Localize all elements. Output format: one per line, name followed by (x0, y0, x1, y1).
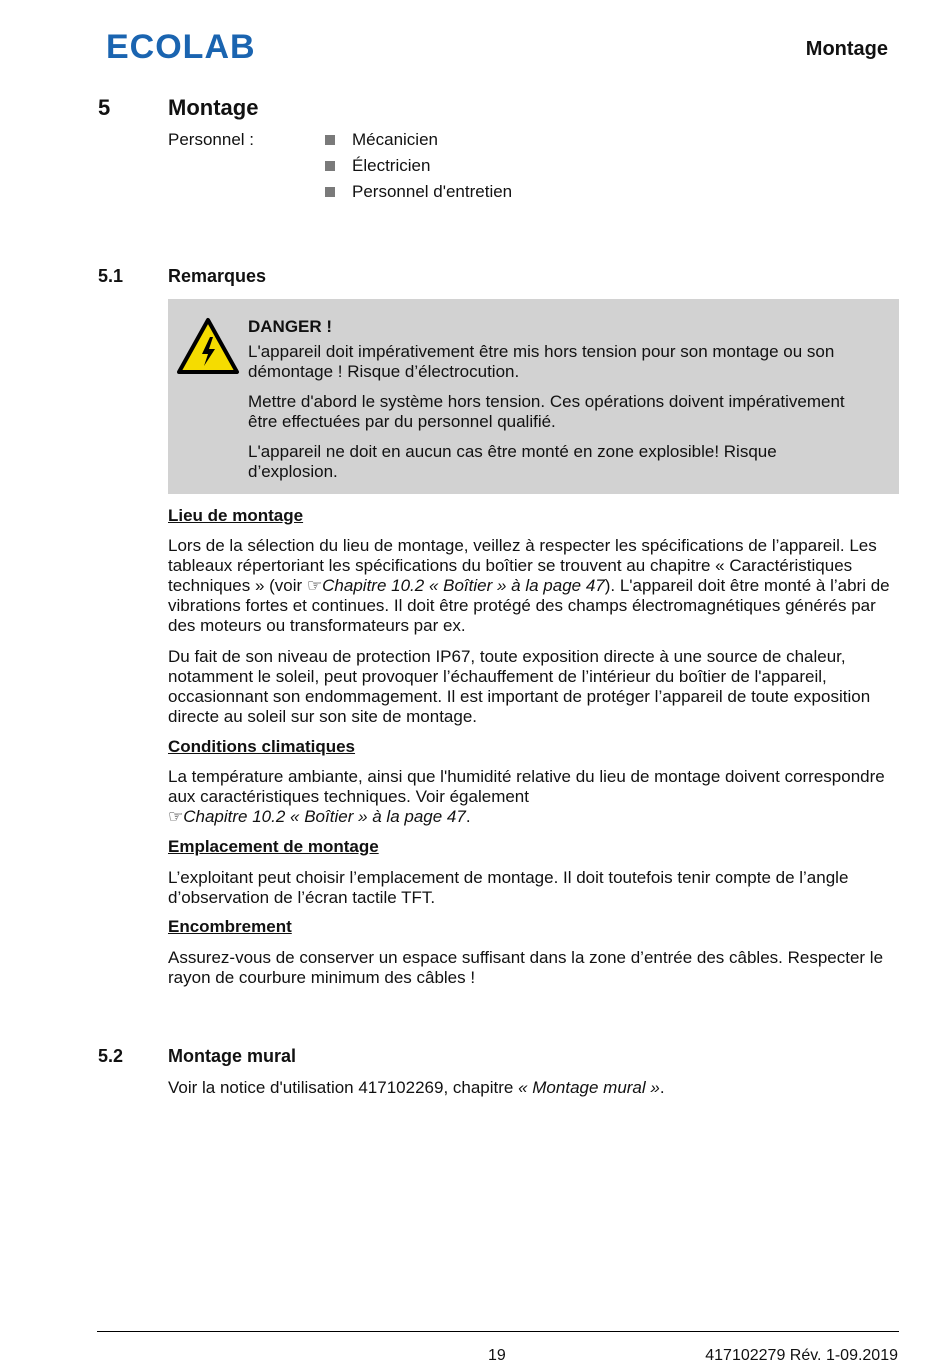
section-title: Montage (168, 95, 259, 120)
chapter-link[interactable]: Chapitre 10.2 « Boîtier » à la page 47 (322, 576, 605, 595)
header-title: Montage (805, 38, 888, 60)
personnel-list (325, 130, 512, 208)
subheading-encombrement: Encombrement (168, 917, 292, 936)
chapter-link[interactable]: « Montage mural » (518, 1078, 660, 1097)
subheading-climat: Conditions climatiques (168, 737, 356, 756)
ecolab-logo: ECOLAB (106, 28, 256, 66)
subheading-lieu: Lieu de montage (168, 506, 304, 525)
bullet-square-icon (325, 187, 335, 197)
danger-text: L'appareil ne doit en aucun cas être monté en zone explosible! Risque d’explosion. (248, 442, 777, 481)
danger-text: Mettre d'abord le système hors tension. Ces opérations doivent impérativement être effectuées par du personnel qualifié. (248, 392, 845, 431)
pointing-hand-icon: ☞ (168, 807, 184, 826)
list-item: Électricien (325, 156, 512, 182)
subsection-number: 5.2 (98, 1046, 124, 1066)
page-number: 19 (488, 1347, 506, 1364)
footer-divider (97, 1331, 899, 1332)
paragraph: Assurez-vous de conserver un espace suffisant dans la zone d’entrée des câbles. Respecter le rayon de courbure minimum des câbles ! (168, 948, 884, 987)
section-number: 5 (98, 95, 111, 120)
danger-text: L'appareil doit impérativement être mis hors tension pour son montage ou son démontage ! Risque d’électrocution. (248, 342, 835, 381)
list-item: Mécanicien (325, 130, 512, 156)
paragraph: Du fait de son niveau de protection IP67, toute exposition directe à une source de chaleur, notamment le soleil, peut provoquer l’échauffement de l’intérieur du boîtier de l'appareil, occasionnant son endommagement. Il est important de protéger l’appareil de toute exposition directe au soleil sur son site de montage. (168, 647, 871, 726)
danger-notice (168, 299, 899, 494)
personnel-label: Personnel : (168, 130, 254, 149)
pointing-hand-icon: ☞ (306, 576, 323, 595)
paragraph: L’exploitant peut choisir l’emplacement de montage. Il doit toutefois tenir compte de l’angle d’observation de l’écran tactile TFT. (168, 868, 849, 907)
paragraph: Lors de la sélection du lieu de montage, veillez à respecter les spécifications de l’appareil. Les tableaux répertoriant les spécifications du boîtier se trouvent au chapitre « Caractéristiques techniques » (voir ☞Chapitre 10.2 « Boîtier » à la page 47). L'appareil doit être monté à l’abri de vibrations fortes et continues. Il doit être protégé des champs électromagnétiques générés par des moteurs ou transformateurs par ex. (168, 536, 890, 635)
bullet-square-icon (325, 161, 335, 171)
subsection-title: Remarques (168, 266, 267, 286)
chapter-link[interactable]: Chapitre 10.2 « Boîtier » à la page 47 (183, 807, 466, 826)
paragraph: La température ambiante, ainsi que l'humidité relative du lieu de montage doivent correspondre aux caractéristiques techniques. Voir également ☞Chapitre 10.2 « Boîtier » à la page 47. (168, 767, 885, 826)
subsection-number: 5.1 (98, 266, 124, 286)
bullet-square-icon (325, 135, 335, 145)
document-reference: 417102279 Rév. 1-09.2019 (705, 1347, 898, 1364)
electrical-hazard-icon (176, 317, 240, 375)
subheading-emplacement: Emplacement de montage (168, 837, 379, 856)
subsection-title: Montage mural (168, 1046, 297, 1066)
danger-title: DANGER ! (248, 317, 333, 336)
paragraph: Voir la notice d'utilisation 417102269, chapitre « Montage mural ». (168, 1078, 665, 1097)
list-item: Personnel d'entretien (325, 182, 512, 208)
